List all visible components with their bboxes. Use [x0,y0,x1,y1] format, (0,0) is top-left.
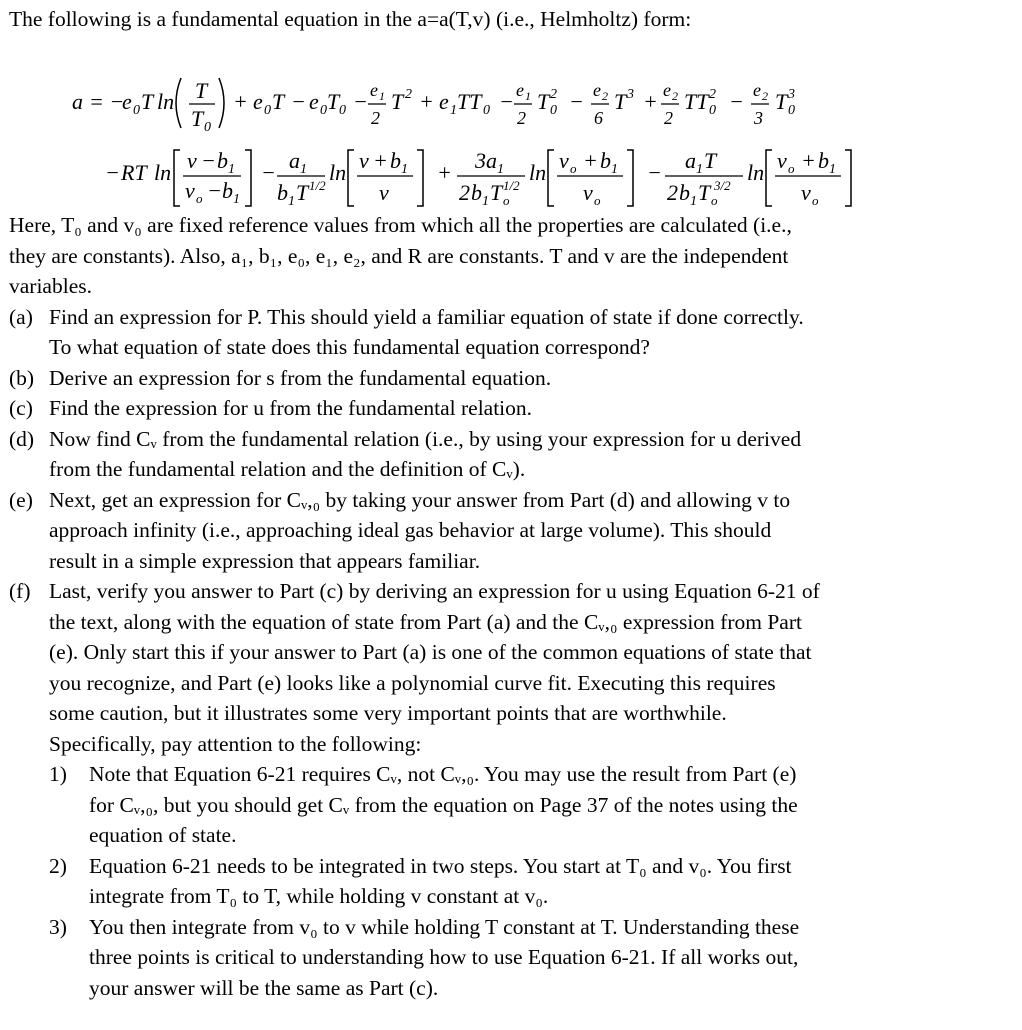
svg-text:o: o [570,161,577,176]
svg-text:e: e [663,80,671,100]
item-line: result in a simple expression that appears familiar. [49,548,481,573]
svg-text:+: + [233,89,248,114]
svg-text:−: − [353,89,368,114]
svg-text:v: v [583,180,593,205]
svg-text:3: 3 [754,108,763,128]
subitem-line: Equation 6-21 needs to be integrated in two steps. You start at T₀ and v₀. You first [89,853,792,878]
svg-text:e: e [439,89,449,114]
svg-text:= −: = − [89,89,125,114]
svg-text:v: v [801,180,811,205]
svg-text:b: b [277,180,288,205]
svg-text:ln: ln [329,160,347,185]
svg-text:1: 1 [401,162,408,177]
svg-text:o: o [594,193,601,208]
svg-text:3: 3 [475,148,486,173]
item-label: (e) [9,487,33,512]
svg-text:T: T [704,148,717,173]
svg-text:0: 0 [320,103,327,118]
svg-text:o: o [711,193,718,208]
svg-text:TT: TT [457,89,482,114]
svg-text:0: 0 [709,103,716,118]
item-line: Next, get an expression for Cᵥ,₀ by taking your answer from Part (d) and allowing v to [49,487,791,512]
question-b [9,363,1015,394]
svg-text:e: e [122,89,132,114]
svg-text:−: − [261,160,276,185]
svg-text:T: T [775,89,788,114]
svg-text:2: 2 [672,89,678,103]
svg-text:T: T [614,89,627,114]
svg-text:v: v [379,180,389,205]
svg-text:1: 1 [497,162,504,177]
svg-text:o: o [788,161,795,176]
svg-text:b: b [818,148,829,173]
svg-text:ln: ln [157,89,175,114]
svg-text:a: a [685,148,696,173]
svg-text:T: T [698,180,711,205]
svg-text:e: e [370,80,378,100]
svg-text:1: 1 [300,162,307,177]
svg-text:v: v [359,148,369,173]
item-line: the text, along with the equation of state from Part (a) and the Cᵥ,₀ expression from Part [49,609,802,634]
svg-text:ln: ln [747,160,765,185]
svg-text:1: 1 [611,162,618,177]
paragraph-line: Here, T₀ and v₀ are fixed reference values from which all the properties are calculated (i.e., [9,213,792,237]
svg-text:2: 2 [602,89,608,103]
svg-text:v: v [187,148,197,173]
svg-text:v: v [185,178,195,203]
svg-text:T: T [391,89,404,114]
svg-text:0: 0 [264,103,271,118]
item-line: Derive an expression for s from the fundamental equation. [49,365,552,390]
svg-text:3: 3 [788,87,795,102]
item-label: (d) [9,426,35,451]
svg-text:6: 6 [594,108,603,128]
svg-text:−: − [105,160,120,185]
svg-text:+: + [373,148,388,173]
svg-text:1: 1 [482,194,489,209]
svg-text:2: 2 [517,108,526,128]
item-line: some caution, but it illustrates some very important points that are worthwhile. [49,701,727,725]
svg-text:0: 0 [550,103,557,118]
svg-text:1: 1 [829,162,836,177]
svg-text:1: 1 [233,192,240,207]
svg-text:T: T [296,180,309,205]
subpoint-2 [9,851,1015,912]
svg-text:0: 0 [204,120,211,135]
svg-text:+: + [437,160,452,185]
svg-text:1: 1 [379,89,385,103]
item-line: you recognize, and Part (e) looks like a polynomial curve fit. Executing this requires [49,670,776,695]
subitem-line: integrate from T₀ to T, while holding v constant at v₀. [89,884,549,908]
question-d [9,424,1015,485]
svg-text:v: v [559,148,569,173]
svg-text:3: 3 [627,87,634,102]
item-line: Find an expression for P. This should yield a familiar equation of state if done correctly. [49,304,804,329]
svg-text:1: 1 [450,103,457,118]
svg-text:o: o [196,191,203,206]
svg-text:+: + [419,89,434,114]
svg-text:T: T [195,78,208,103]
svg-text:1/2: 1/2 [503,178,520,193]
svg-text:+: + [583,148,598,173]
svg-text:b: b [222,178,233,203]
subpoint-1 [9,759,1015,851]
svg-text:2: 2 [550,87,557,102]
svg-text:1: 1 [690,194,697,209]
question-list [9,302,1015,1004]
svg-text:e: e [516,80,524,100]
problem-page [9,4,1015,1003]
subitem-line: equation of state. [89,823,237,847]
item-line: (e). Only start this if your answer to Part (a) is one of the common equations of state that [49,640,812,664]
item-line: Last, verify you answer to Part (c) by deriving an expression for u using Equation 6-21 of [49,579,820,603]
svg-text:0: 0 [788,103,795,118]
intro-text: The following is a fundamental equation in the a=a(T,v) (i.e., Helmholtz) form: [9,7,692,31]
svg-text:2: 2 [371,108,380,128]
svg-text:a: a [289,148,300,173]
svg-text:2: 2 [667,180,678,205]
question-e [9,485,1015,577]
subitem-line: You then integrate from v₀ to v while holding T constant at T. Understanding these [89,914,800,939]
description-paragraph [9,210,1015,302]
svg-text:1: 1 [696,162,703,177]
svg-text:b: b [600,148,611,173]
item-line: Specifically, pay attention to the following: [49,731,422,756]
item-line: Find the expression for u from the fundamental relation. [49,396,533,420]
item-label: (b) [9,365,35,390]
subitem-label: 1) [49,762,67,786]
svg-text:e: e [753,80,761,100]
svg-text:T: T [141,89,154,114]
item-line: from the fundamental relation and the definition of Cᵥ). [49,457,526,481]
subitem-line: for Cᵥ,₀, but you should get Cᵥ from the equation on Page 37 of the notes using the [89,792,798,817]
item-line: approach infinity (i.e., approaching ideal gas behavior at large volume). This should [49,518,772,542]
svg-text:0: 0 [483,103,490,118]
svg-text:+: + [801,148,816,173]
equation-graphic [9,34,1015,210]
svg-text:1/2: 1/2 [309,178,326,193]
svg-text:1: 1 [525,89,531,103]
subitem-line: your answer will be the same as Part (c). [89,975,439,1000]
svg-text:−: − [647,160,662,185]
svg-text:RT: RT [121,160,147,185]
svg-text:T: T [490,180,503,205]
svg-text:−: − [291,89,306,114]
paragraph-line: they are constants). Also, a₁, b₁, e₀, e₁, e₂, and R are constants. T and v are the independent [9,243,789,268]
svg-text:3/2: 3/2 [714,178,731,193]
item-label: (f) [9,579,31,603]
svg-text:+: + [643,89,658,114]
svg-text:2: 2 [709,87,716,102]
svg-text:1: 1 [228,162,235,177]
svg-text:−: − [729,89,744,114]
svg-text:b: b [471,180,482,205]
question-c [9,393,1015,424]
item-label: (c) [9,396,33,420]
svg-text:2: 2 [762,89,768,103]
question-f [9,576,1015,759]
svg-text:b: b [390,148,401,173]
svg-text:v: v [777,148,787,173]
svg-text:T: T [327,89,340,114]
question-a [9,302,1015,363]
svg-text:0: 0 [339,103,346,118]
svg-text:0: 0 [133,103,140,118]
svg-text:ln: ln [529,160,547,185]
svg-text:b: b [217,148,228,173]
svg-text:TT: TT [684,89,709,114]
svg-text:2: 2 [664,108,673,128]
svg-text:T: T [537,89,550,114]
svg-text:−: − [207,178,222,203]
fundamental-equation [9,34,1015,210]
svg-text:−: − [569,89,584,114]
svg-text:2: 2 [405,87,412,102]
item-label: (a) [9,304,33,329]
svg-text:ln: ln [154,160,172,185]
svg-text:−: − [201,148,216,173]
svg-text:e: e [309,89,319,114]
subitem-label: 2) [49,853,67,878]
subitem-line: three points is critical to understanding how to use Equation 6-21. If all works out, [89,945,799,969]
svg-text:a: a [486,148,497,173]
subitem-label: 3) [49,914,67,939]
svg-text:T: T [191,106,204,131]
svg-text:o: o [503,193,510,208]
svg-text:T: T [272,89,285,114]
item-line: Now find Cᵥ from the fundamental relation (i.e., by using your expression for u derived [49,426,802,451]
svg-text:e: e [593,80,601,100]
svg-text:1: 1 [288,194,295,209]
svg-text:a: a [72,89,83,114]
svg-text:−: − [499,89,514,114]
subitem-line: Note that Equation 6-21 requires Cᵥ, not Cᵥ,₀. You may use the result from Part (e) [89,762,797,786]
item-line: To what equation of state does this fundamental equation correspond? [49,335,650,359]
paragraph-line: variables. [9,274,92,298]
svg-text:b: b [679,180,690,205]
svg-text:e: e [253,89,263,114]
svg-text:o: o [812,193,819,208]
svg-text:2: 2 [459,180,470,205]
subpoint-3 [9,912,1015,1004]
